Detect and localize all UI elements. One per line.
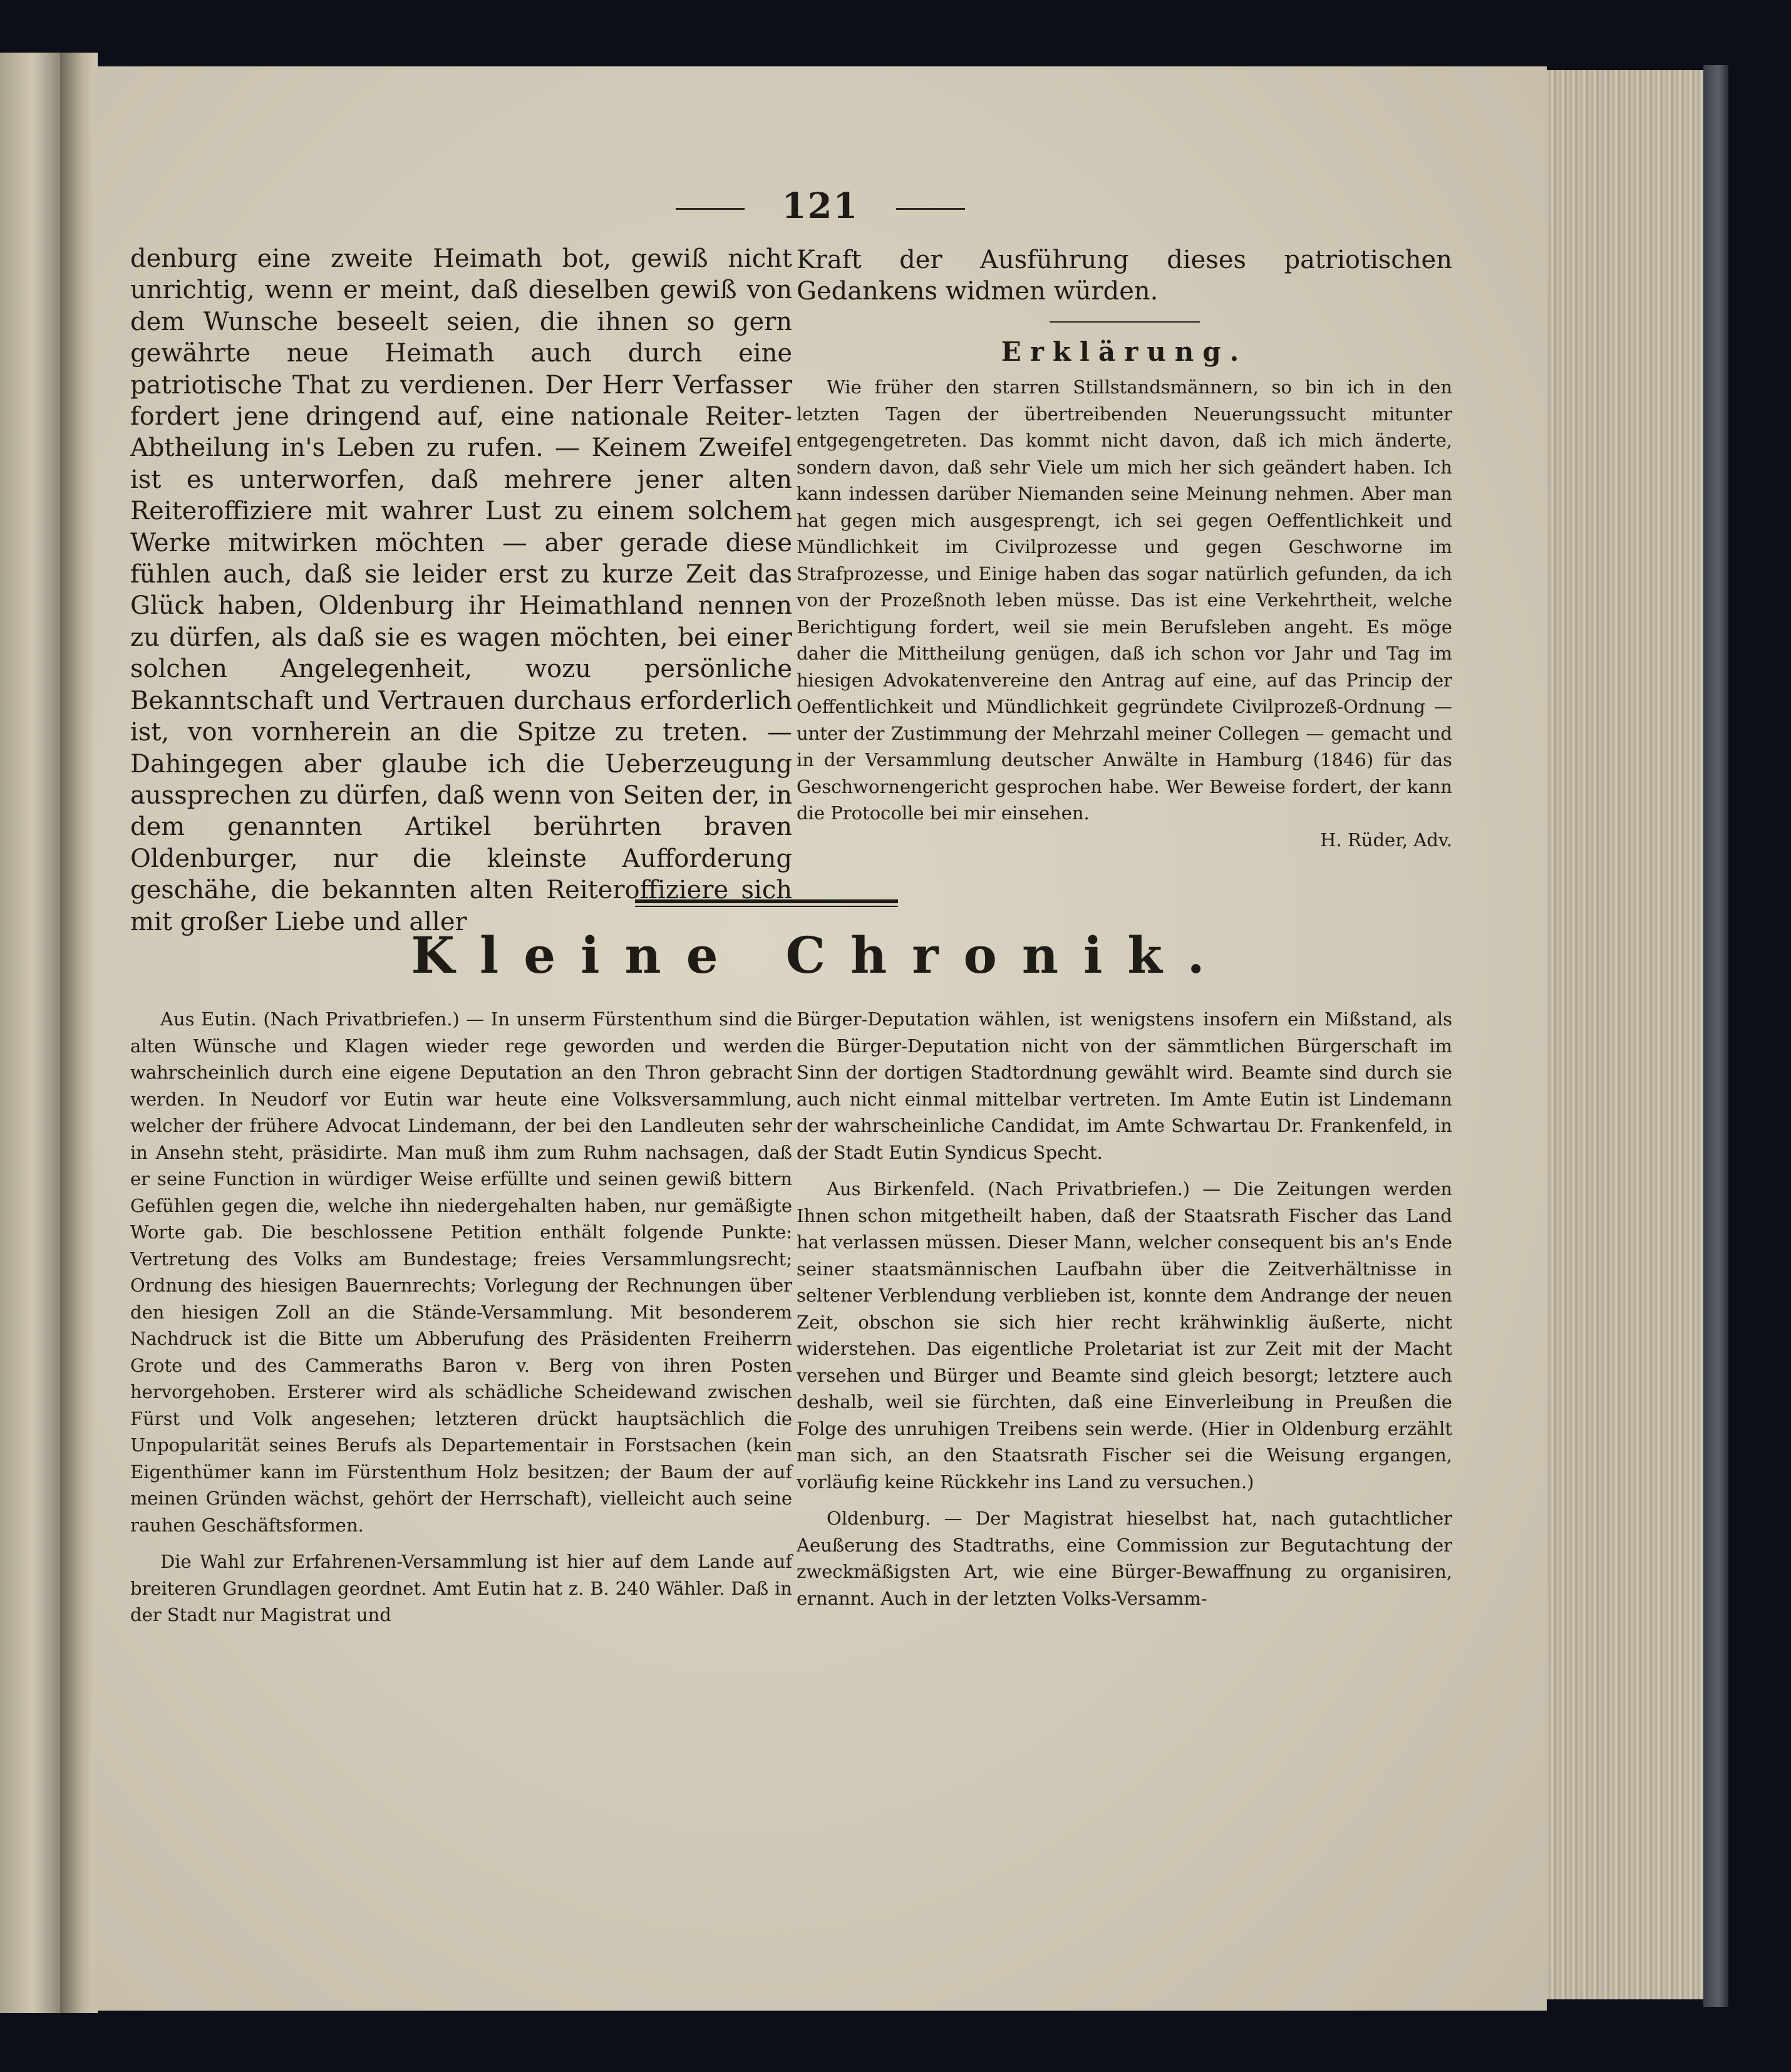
erklaerung-heading: Erklärung.	[1001, 336, 1248, 367]
chronik-left-column	[130, 1006, 792, 1629]
right-column-continuation: Kraft der Ausführung dieses patriotischen Gedankens widmen würden.	[797, 246, 1452, 306]
erklaerung-body: Wie früher den starren Stillstandsmännern, so bin ich in den letzten Tagen der übertreibenden Neuerungssucht mitunter entgegengetreten. Das kommt nicht davon, daß ich mich änderte, sondern davon, daß sehr Viele um mich her sich geändert haben. Ich kann indessen darüber Niemanden seine Meinung nehmen. Aber man hat gegen mich ausgesprengt, ich sei gegen Oeffentlichkeit und Mündlichkeit im Civilprozesse und gegen Geschworne im Strafprozesse, und Einige haben das sogar natürlich gefunden, da ich von der Prozeßnoth leben müsse. Das ist eine Verkehrtheit, welche Berichtigung fordert, weil sie mein Berufsleben angeht. Es möge daher die Mittheilung genügen, daß ich schon vor Jahr und Tag im hiesigen Advokatenvereine den Antrag auf eine, auf das Princip der Oeffentlichkeit und Mündlichkeit gegründete Civilprozeß-Ordnung — unter der Zustimmung der Mehrzahl meiner Collegen — gemacht und in der Versammlung deutscher Anwälte in Hamburg (1846) für das Geschwornengericht gesprochen habe. Wer Beweise fordert, der kann die Protocolle bei mir einsehen.	[797, 376, 1452, 824]
erklaerung-signature: H. Rüder, Adv.	[1320, 829, 1452, 851]
page-number-header	[94, 185, 1547, 227]
header-dash-left	[676, 208, 745, 210]
previous-page-edge	[0, 53, 62, 2013]
book-gutter	[60, 53, 98, 2013]
chronik-eutin-continued: Bürger-Deputation wählen, ist wenigstens insofern ein Mißstand, als die Bürger-Deputation nicht von der sämmtlichen Bürgerschaft im Sinn der dortigen Stadtordnung gewählt wird. Beamte sind durch sie auch nicht einmal mittelbar vertreten. Im Amte Eutin ist Lindemann der wahrscheinliche Candidat, im Amte Schwartau Dr. Frankenfeld, in der Stadt Eutin Syndicus Specht.	[797, 1008, 1452, 1163]
header-dash-right	[896, 208, 965, 210]
chronik-birkenfeld-paragraph: Aus Birkenfeld. (Nach Privatbriefen.) — Die Zeitungen werden Ihnen schon mitgetheilt haben, daß der Staatsrath Fischer das Land hat verlassen müssen. Dieser Mann, welcher consequent bis an's Ende seiner staatsmännischen Laufbahn über die Zeitverhältnisse in seltener Verblendung verblieben ist, konnte dem Andrange der neuen Zeit, obschon sie sich hier recht krähwinklig äußerte, nicht widerstehen. Das eigentliche Proletariat ist zur Zeit mit der Macht versehen und Bürger und Beamte sind gleich besorgt; letztere auch deshalb, weil sie fürchten, daß eine Einverleibung in Preußen die Folge des unruhigen Treibens sein werde. (Hier in Oldenburg erzählt man sich, an den Staatsrath Fischer sei die Weisung ergangen, vorläufig keine Rückkehr ins Land zu versuchen.)	[797, 1178, 1452, 1493]
newspaper-page	[94, 66, 1547, 2011]
book-page-edges	[1547, 70, 1706, 1999]
chronik-eutin-paragraph: Aus Eutin. (Nach Privatbriefen.) — In unserm Fürstenthum sind die alten Wünsche und Klagen wieder rege geworden und werden wahrscheinlich durch eine eigene Deputation an den Thron gebracht werden. In Neudorf vor Eutin war heute eine Volksversammlung, welcher der frühere Advocat Lindemann, der bei den Landleuten sehr in Ansehn steht, präsidirte. Man muß ihm zum Ruhm nachsagen, daß er seine Function in würdiger Weise erfüllte und seinen gewiß bittern Gefühlen gegen die, welche ihn niedergehalten haben, nur gemäßigte Worte gab. Die beschlossene Petition enthält folgende Punkte: Vertretung des Volks am Bundestage; freies Versammlungsrecht; Ordnung des hiesigen Bauernrechts; Vorlegung der Rechnungen über den hiesigen Zoll an die Stände-Versammlung. Mit besonderem Nachdruck ist die Bitte um Abberufung des Präsidenten Freiherrn Grote und des Cammeraths Baron v. Berg von ihren Posten hervorgehoben. Ersterer wird als schädliche Scheidewand zwischen Fürst und Volk angesehen; letzteren drückt hauptsächlich die Unpopularität seines Berufs als Departementair in Forstsachen (kein Eigenthümer kann im Fürstenthum Holz besitzen; der Baum der auf meinen Gründen wächst, gehört der Herrschaft), vielleicht auch seine rauhen Geschäftsformen.	[130, 1008, 792, 1536]
right-column	[797, 244, 1452, 853]
page-number: 121	[782, 185, 859, 227]
section-divider	[1050, 321, 1200, 323]
chronik-right-column	[797, 1006, 1452, 1612]
left-column	[130, 243, 792, 938]
left-column-text: denburg eine zweite Heimath bot, gewiß nicht unrichtig, wenn er meint, daß dieselben gewiß von dem Wunsche beseelt seien, die ihnen so gern gewährte neue Heimath auch durch eine patriotische That zu verdienen. Der Herr Verfasser fordert jene dringend auf, eine nationale Reiter-Abtheilung in's Leben zu rufen. — Keinem Zweifel ist es unterworfen, daß mehrere jener alten Reiteroffiziere mit wahrer Lust zu einem solchem Werke mitwirken möchten — aber gerade diese fühlen auch, daß sie leider erst zu kurze Zeit das Glück haben, Oldenburg ihr Heimathland nennen zu dürfen, als daß sie es wagen möchten, bei einer solchen Angelegenheit, wozu persönliche Bekanntschaft und Vertrauen durchaus erforderlich ist, von vornherein an die Spitze zu treten. — Dahingegen aber glaube ich die Ueberzeugung aussprechen zu dürfen, daß wenn von Seiten der, in dem genannten Artikel berührten braven Oldenburger, nur die kleinste Aufforderung geschähe, die bekannten alten Reiteroffiziere sich mit großer Liebe und aller	[130, 244, 792, 936]
chronik-oldenburg-paragraph: Oldenburg. — Der Magistrat hieselbst hat, nach gutachtlicher Aeußerung des Stadtraths, eine Commission zur Begutachtung der zweckmäßigsten Art, wie eine Bürger-Bewaffnung zu organisiren, ernannt. Auch in der letzten Volks-Versamm-	[797, 1508, 1452, 1609]
book-cover-board	[1703, 65, 1728, 2007]
kleine-chronik-heading: Kleine Chronik.	[411, 926, 1230, 985]
chronik-rule-thin	[635, 906, 898, 907]
chronik-wahl-paragraph: Die Wahl zur Erfahrenen-Versammlung ist hier auf dem Lande auf breiteren Grundlagen geordnet. Amt Eutin hat z. B. 240 Wähler. Daß in der Stadt nur Magistrat und	[130, 1551, 792, 1625]
chronik-rule-thick	[635, 899, 898, 903]
